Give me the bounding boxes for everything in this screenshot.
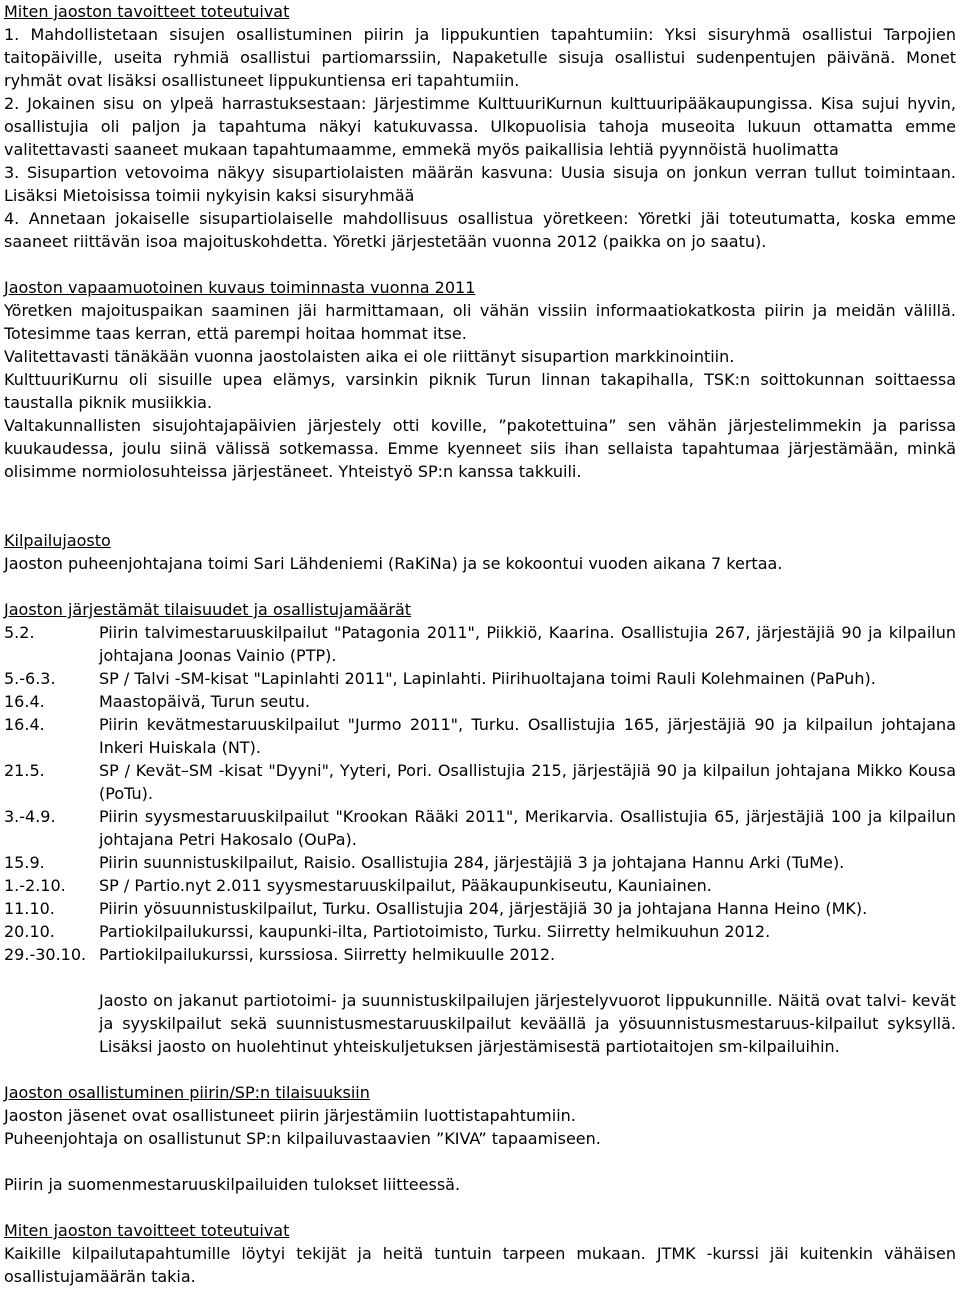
goal-item-2: 2. Jokainen sisu on ylpeä harrastuksestaan: Järjestimme KulttuuriKurnun kulttuuripääkaupungissa. Kisa sujui hyvin, osallistujia oli paljon ja tapahtuma näkyi katukuvassa. Ulkopuolisia tahoja museoita lukuun ottamatta emme valitettavasti saaneet mukaan tapahtumaamme, emmekä myös paikallisia lehtiä pyynnöistä huolimatta <box>4 94 956 159</box>
description-paragraph: KulttuuriKurnu oli sisuille upea elämys, varsinkin piknik Turun linnan takapihalla, TSK:n soittokunnan soittaessa taustalla piknik musiikkia. <box>4 370 956 412</box>
event-date: 11.10. <box>4 899 55 918</box>
event-row <box>4 621 956 667</box>
event-description: Piirin syysmestaruuskilpailut "Krookan Rääki 2011", Merikarvia. Osallistujia 65, järjestäjiä 100 ja kilpailun johtajana Petri Hakosalo (OuPa). <box>99 807 956 849</box>
event-date: 16.4. <box>4 715 45 734</box>
event-row <box>4 920 956 943</box>
section-heading-description: Jaoston vapaamuotoinen kuvaus toiminnasta vuonna 2011 <box>4 278 476 297</box>
event-date: 21.5. <box>4 761 45 780</box>
event-date: 29.-30.10. <box>4 945 87 964</box>
event-row <box>4 667 956 690</box>
event-row <box>4 851 956 874</box>
committee-chair-text: Jaoston puheenjohtajana toimi Sari Lähdeniemi (RaKiNa) ja se kokoontui vuoden aikana 7 kertaa. <box>4 554 783 573</box>
event-row <box>4 874 956 897</box>
event-date: 5.-6.3. <box>4 669 56 688</box>
section-heading-goals: Miten jaoston tavoitteet toteutuivat <box>4 2 290 21</box>
goal-item-1: 1. Mahdollistetaan sisujen osallistuminen piirin ja lippukuntien tapahtumiin: Yksi sisuryhmä osallistui Tarpojien taitopäiville, useita ryhmiä osallistui partiomarssiin, Napaketulle sisuja osallistui sudenpentujen päivänä. Monet ryhmät ovat lisäksi osallistuneet lippukuntiensa eri tapahtumiin. <box>4 25 956 90</box>
section-heading-competition-committee: Kilpailujaosto <box>4 531 111 550</box>
event-row <box>4 805 956 851</box>
spacer <box>4 1150 956 1173</box>
spacer <box>4 483 956 529</box>
event-description: Maastopäivä, Turun seutu. <box>99 692 310 711</box>
description-paragraph: Valitettavasti tänäkään vuonna jaostolaisten aika ei ole riittänyt sisupartion markkinointiin. <box>4 347 735 366</box>
event-description: Piirin kevätmestaruuskilpailut "Jurmo 2011", Turku. Osallistujia 165, järjestäjiä 90 ja kilpailun johtajana Inkeri Huiskala (NT). <box>99 715 956 757</box>
participation-line: Jaoston jäsenet ovat osallistuneet piirin järjestämiin luottistapahtumiin. <box>4 1106 576 1125</box>
goal-item-4: 4. Annetaan jokaiselle sisupartiolaiselle mahdollisuus osallistua yöretkeen: Yöretki jäi toteutumatta, koska emme saaneet riittävän isoa majoituskohdetta. Yöretki järjestetään vuonna 2012 (paikka on jo saatu). <box>4 209 956 251</box>
event-description: Partiokilpailukurssi, kaupunki-ilta, Partiotoimisto, Turku. Siirretty helmikuuhun 2012. <box>99 922 771 941</box>
section-heading-events: Jaoston järjestämät tilaisuudet ja osallistujamäärät <box>4 600 412 619</box>
participation-line: Puheenjohtaja on osallistunut SP:n kilpailuvastaavien ”KIVA” tapaamiseen. <box>4 1129 601 1148</box>
description-paragraph: Valtakunnallisten sisujohtajapäivien järjestely otti koville, ”pakotettuina” sen vähän järjestelimmekin ja parissa kuukaudessa, joulu siinä välissä sotkemassa. Emme kyenneet siis ihan sellaista tapahtumaa järjestämään, minkä olisimme normiolosuhteissa järjestäneet. Yhteistyö SP:n kanssa takkuili. <box>4 416 956 481</box>
event-description: SP / Talvi -SM-kisat "Lapinlahti 2011", Lapinlahti. Piirihuoltajana toimi Rauli Kolehmainen (PaPuh). <box>99 669 876 688</box>
goals-outcome-text: Kaikille kilpailutapahtumille löytyi tekijät ja heitä tuntuin tarpeen mukaan. JTMK -kurssi jäi kuitenkin vähäisen osallistujamäärän takia. <box>4 1244 956 1286</box>
event-date: 16.4. <box>4 692 45 711</box>
turn-allocation-note: Jaosto on jakanut partiotoimi- ja suunnistuskilpailujen järjestelyvuorot lippukunnille. Näitä ovat talvi- kevät ja syyskilpailut sekä suunnistusmestaruuskilpailut keväällä ja yösuunnistusmestaruus-kilpailut syksyllä. Lisäksi jaosto on huolehtinut yhteiskuljetuksen järjestämisestä partiotaitojen sm-kilpailuihin. <box>99 991 956 1056</box>
event-date: 20.10. <box>4 922 55 941</box>
spacer <box>4 575 956 598</box>
results-note: Piirin ja suomenmestaruuskilpailuiden tulokset liitteessä. <box>4 1175 461 1194</box>
event-date: 1.-2.10. <box>4 876 66 895</box>
section-heading-participation: Jaoston osallistuminen piirin/SP:n tilaisuuksiin <box>4 1083 370 1102</box>
event-date: 15.9. <box>4 853 45 872</box>
event-description: SP / Kevät–SM -kisat "Dyyni", Yyteri, Pori. Osallistujia 215, järjestäjiä 90 ja kilpailun johtajana Mikko Kousa (PoTu). <box>99 761 956 803</box>
event-row <box>4 759 956 805</box>
description-paragraph: Yöretken majoituspaikan saaminen jäi harmittamaan, oli vähän vissiin informaatiokatkosta piirin ja meidän välillä. Totesimme taas kerran, että parempi hoitaa hommat itse. <box>4 301 956 343</box>
goal-item-3: 3. Sisupartion vetovoima näkyy sisupartiolaisten määrän kasvuna: Uusia sisuja on jonkun verran tullut toimintaan. Lisäksi Mietoisissa toimii nykyisin kaksi sisuryhmää <box>4 163 956 205</box>
event-date: 5.2. <box>4 623 35 642</box>
spacer <box>4 1058 956 1081</box>
event-row <box>4 943 956 966</box>
event-date: 3.-4.9. <box>4 807 56 826</box>
section-heading-goals-2: Miten jaoston tavoitteet toteutuivat <box>4 1221 290 1240</box>
event-row <box>4 690 956 713</box>
spacer <box>4 1196 956 1219</box>
spacer <box>4 966 956 989</box>
event-description: SP / Partio.nyt 2.011 syysmestaruuskilpailut, Pääkaupunkiseutu, Kauniainen. <box>99 876 712 895</box>
event-row <box>4 713 956 759</box>
event-description: Partiokilpailukurssi, kurssiosa. Siirretty helmikuulle 2012. <box>99 945 556 964</box>
spacer <box>4 253 956 276</box>
event-row <box>4 897 956 920</box>
event-description: Piirin suunnistuskilpailut, Raisio. Osallistujia 284, järjestäjiä 3 ja johtajana Hannu Arki (TuMe). <box>99 853 845 872</box>
event-description: Piirin yösuunnistuskilpailut, Turku. Osallistujia 204, järjestäjiä 30 ja johtajana Hanna Heino (MK). <box>99 899 868 918</box>
event-description: Piirin talvimestaruuskilpailut "Patagonia 2011", Piikkiö, Kaarina. Osallistujia 267, järjestäjiä 90 ja kilpailun johtajana Joonas Vainio (PTP). <box>99 623 956 665</box>
events-table <box>4 621 956 966</box>
